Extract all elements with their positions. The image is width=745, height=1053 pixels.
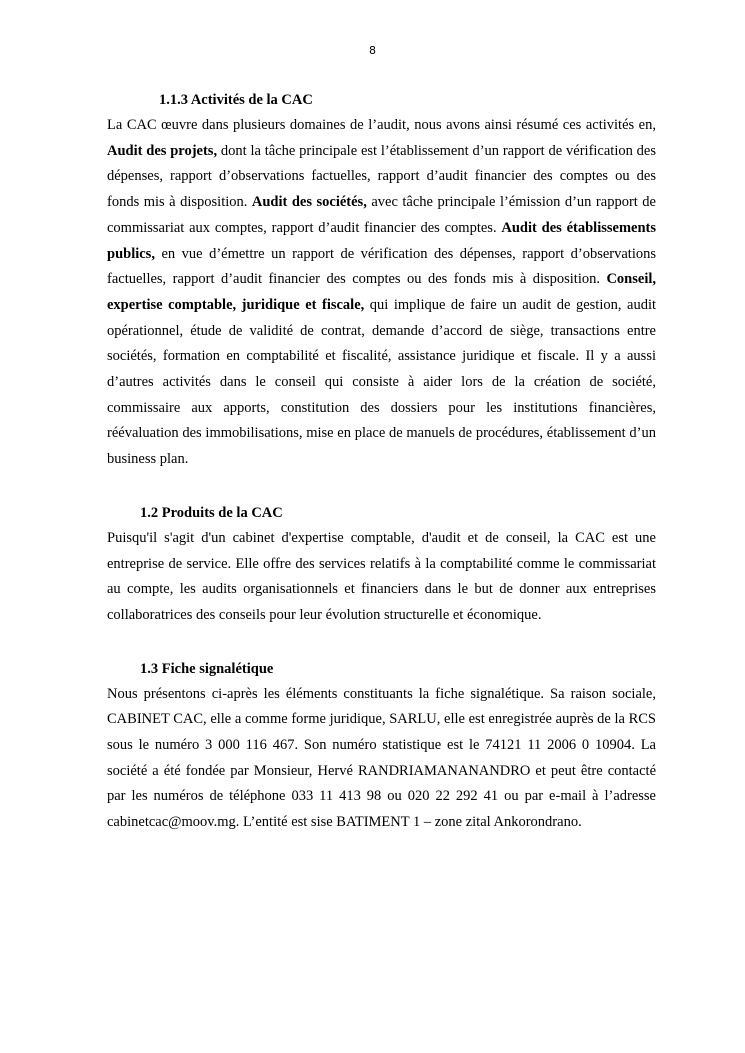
text-run: La CAC œuvre dans plusieurs domaines de l’audit, nous avons ainsi résumé ces activités en, xyxy=(107,117,656,133)
paragraph-activites xyxy=(107,113,656,473)
spacer xyxy=(107,629,656,656)
text-run: dont la tâche principale est l’établissement d’un rapport de vérification des dépenses, rapport d’observations factuelles, rapport d’audit financier des comptes ou des fonds mis à disposition. xyxy=(107,142,656,211)
section-heading-activites: 1.1.3 Activités de la CAC xyxy=(159,92,313,108)
spacer xyxy=(107,473,656,500)
paragraph-produits: Puisqu'il s'agit d'un cabinet d'expertise comptable, d'audit et de conseil, la CAC est une entreprise de service. Elle offre des services relatifs à la comptabilité comme le commissariat au compte, les audits organisationnels et financiers dans le but de donner aux entreprises collaboratrices des conseils pour leur évolution structurelle et économique. xyxy=(107,529,656,623)
bold-term-audit-societes: Audit des sociétés, xyxy=(251,194,367,211)
section-heading-fiche: 1.3 Fiche signalétique xyxy=(140,660,274,677)
bold-term-audit-projets: Audit des projets, xyxy=(107,142,218,159)
text-run: qui implique de faire un audit de gestion, audit opérationnel, étude de validité de contrat, demande d’accord de siège, transactions entre sociétés, formation en comptabilité et fiscalité, assistance juridique et fiscale. Il y a aussi d’autres activités dans le conseil qui consiste à aider lors de la création de société, commissaire aux apports, constitution des dossiers pour les institutions financières, réévaluation des immobilisations, mise en place de manuels de procédures, établissement d’un business plan. xyxy=(107,296,657,468)
section-heading-produits: 1.2 Produits de la CAC xyxy=(140,504,283,521)
paragraph-fiche: Nous présentons ci-après les éléments constituants la fiche signalétique. Sa raison sociale, CABINET CAC, elle a comme forme juridique, SARLU, elle est enregistrée auprès de la RCS sous le numéro 3 000 116 467. Son numéro statistique est le 74121 11 2006 0 10904. La société a été fondée par Monsieur, Hervé RANDRIAMANANANDRO et peut être contacté par les numéros de téléphone 033 11 413 98 ou 020 22 292 41 ou par e-mail à l’adresse cabinetcac@moov.mg. L’entité est sise BATIMENT 1 – zone zital Ankorondrano. xyxy=(107,685,656,831)
page-number: 8 xyxy=(369,44,376,57)
text-run: en vue d’émettre un rapport de vérification des dépenses, rapport d’observations factuelles, rapport d’audit financier des comptes ou des fonds mis à disposition. xyxy=(107,245,656,288)
text-run: avec tâche principale l’émission d’un rapport de commissariat aux comptes, rapport d’audit financier des comptes. xyxy=(107,194,656,236)
bold-term-audit-etablissements: Audit des établissements publics, xyxy=(107,219,656,262)
document-body xyxy=(107,87,656,836)
bold-term-conseil: Conseil, expertise comptable, juridique et fiscale, xyxy=(107,271,656,313)
